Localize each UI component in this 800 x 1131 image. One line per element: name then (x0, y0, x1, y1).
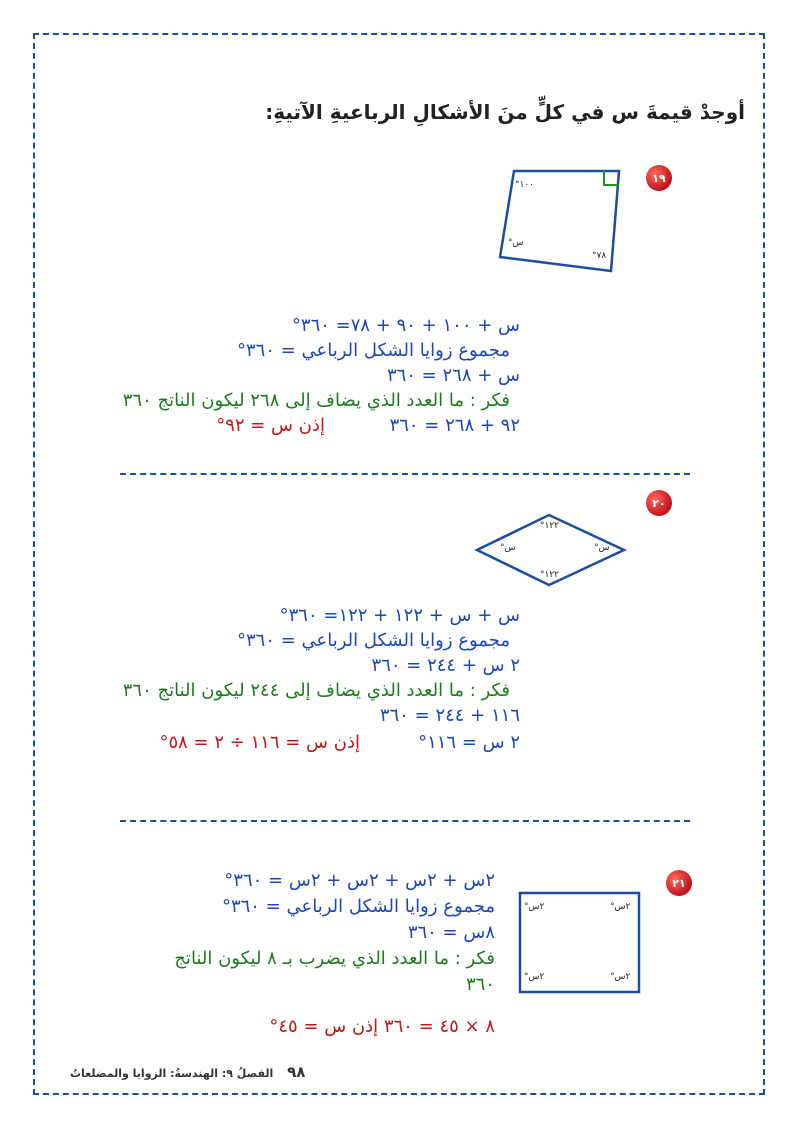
solution-line: س + ٢٦٨ = ٣٦٠ (386, 365, 520, 386)
page-heading: أوجدْ قيمةَ س في كلٍّ منَ الأشكالِ الرباعيةِ الآتيةِ: (265, 100, 745, 124)
angle-label: ٢س° (610, 902, 631, 912)
solution-line: ٢ س + ٢٤٤ = ٣٦٠ (371, 655, 520, 676)
angle-label: ١٢٢° (540, 521, 560, 531)
solution-line: مجموع زوايا الشكل الرباعي = ٣٦٠° (221, 896, 495, 917)
solution-line: ٢ س = ١١٦° (418, 732, 520, 753)
angle-label: س° (508, 238, 524, 248)
solution-line: ٨س = ٣٦٠ (407, 922, 495, 943)
page-border (33, 33, 765, 1095)
answer-line: إذن س = ١١٦ ÷ ٢ = ٥٨° (159, 732, 360, 753)
page-footer (70, 1063, 305, 1081)
angle-label: ١٢٢° (540, 570, 560, 580)
problem-number-badge: ١٩ (646, 165, 672, 191)
solution-line: ٢س + ٢س + ٢س + ٢س = ٣٦٠° (224, 870, 495, 891)
solution-line: ١١٦ + ٢٤٤ = ٣٦٠ (379, 705, 520, 726)
solution-line: ٩٢ + ٢٦٨ = ٣٦٠ (389, 415, 520, 436)
chapter-title: الفصلُ ٩: الهندسةُ: الزوايا والمضلعاتُ (70, 1067, 274, 1080)
angle-label: س° (594, 543, 610, 553)
page-number: ٩٨ (287, 1063, 306, 1081)
think-prompt: ٣٦٠ (465, 974, 495, 995)
solution-line: س + س + ١٢٢ + ١٢٢= ٣٦٠° (279, 605, 520, 626)
think-prompt: فكر : ما العدد الذي يضرب بـ ٨ ليكون الناتج (174, 948, 495, 969)
problem-number-badge: ٢١ (666, 870, 692, 896)
quadrilateral-figure (490, 165, 630, 275)
problem-number-badge: ٢٠ (646, 490, 672, 516)
solution-line: مجموع زوايا الشكل الرباعي = ٣٦٠° (236, 340, 510, 361)
section-divider (120, 473, 690, 475)
solution-line: س + ١٠٠ + ٩٠ + ٧٨= ٣٦٠° (291, 315, 520, 336)
solution-line: مجموع زوايا الشكل الرباعي = ٣٦٠° (236, 630, 510, 651)
angle-label: ١٠٠° (515, 180, 535, 190)
angle-label: ٢س° (524, 972, 545, 982)
section-divider (120, 820, 690, 822)
answer-line: ٨ × ٤٥ = ٣٦٠ إذن س = ٤٥° (269, 1016, 495, 1037)
think-prompt: فكر : ما العدد الذي يضاف إلى ٢٦٨ ليكون الناتج ٣٦٠ (122, 390, 510, 411)
think-prompt: فكر : ما العدد الذي يضاف إلى ٢٤٤ ليكون الناتج ٣٦٠ (122, 680, 510, 701)
answer-line: إذن س = ٩٢° (216, 415, 325, 436)
angle-label: ٧٨° (592, 251, 607, 261)
angle-label: ٢س° (524, 902, 545, 912)
angle-label: س° (500, 543, 516, 553)
angle-label: ٢س° (610, 972, 631, 982)
